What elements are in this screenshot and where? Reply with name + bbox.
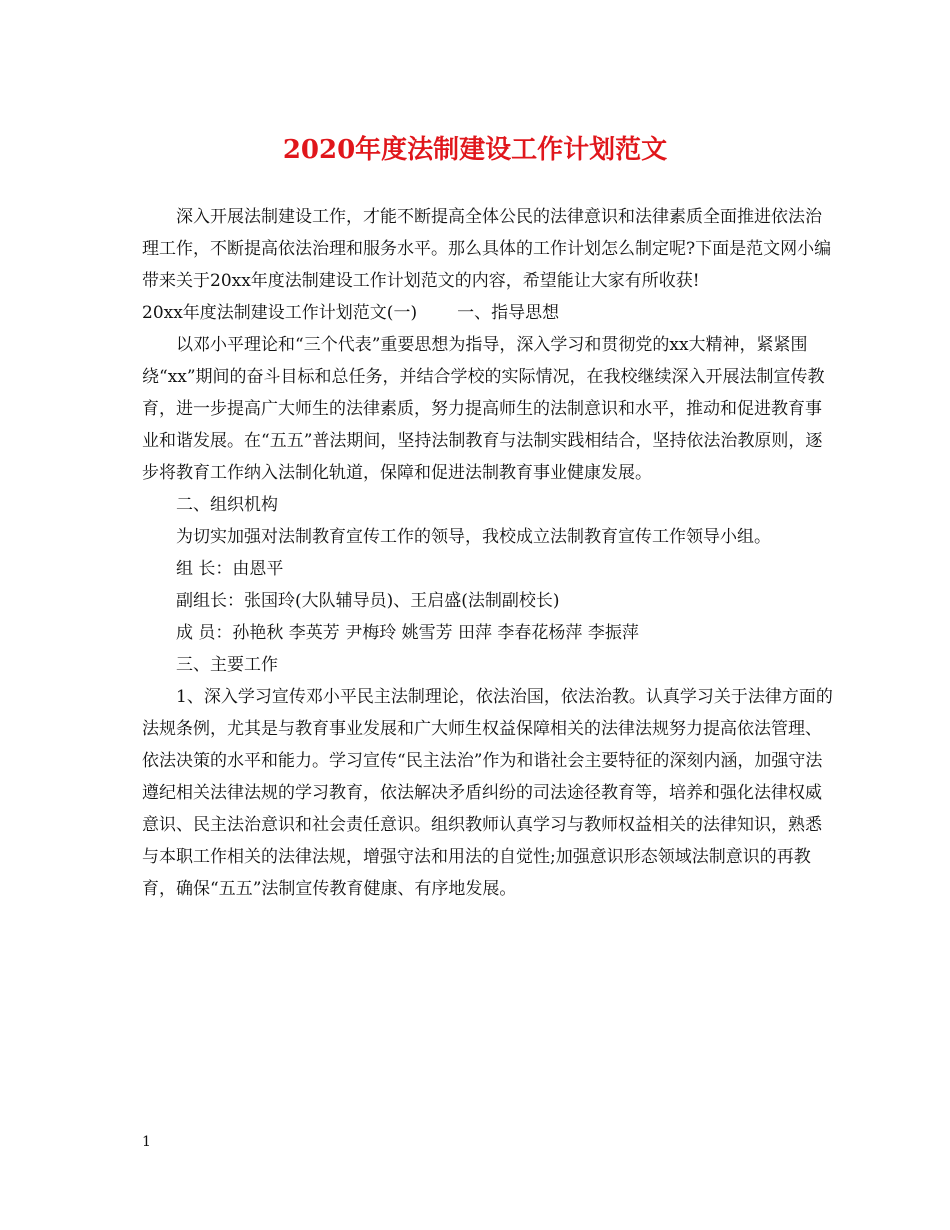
section-2-paragraph: 为切实加强对法制教育宣传工作的领导，我校成立法制教育宣传工作领导小组。 [176,527,771,547]
intro-paragraph: 深入开展法制建设工作，才能不断提高全体公民的法律意识和法律素质全面推进依法治理工作，不断提高依法治理和服务水平。那么具体的工作计划怎么制定呢?下面是范文网小编带来关于20xx年度法制建设工作计划范文的内容，希望能让大家有所收获! [142,207,832,291]
members-line: 成 员：孙艳秋 李英芳 尹梅玲 姚雪芳 田萍 李春花杨萍 李振萍 [176,623,639,643]
leader-line: 组 长：由恩平 [176,559,284,579]
section-1-heading: 一、指导思想 [457,303,560,323]
document-subtitle: 20xx年度法制建设工作计划范文(一) [142,303,418,323]
document-title: 2020年度法制建设工作计划范文 [282,135,668,165]
section-3-item-1: 1、深入学习宣传邓小平民主法制理论，依法治国，依法治教。认真学习关于法律方面的法规条例，尤其是与教育事业发展和广大师生权益保障相关的法律法规努力提高依法管理、依法决策的水平和能力。学习宣传“民主法治”作为和谐社会主要特征的深刻内涵，加强守法遵纪相关法律法规的学习教育，依法解决矛盾纠纷的司法途径教育等，培养和强化法律权威意识、民主法治意识和社会责任意识。组织教师认真学习与教师权益相关的法律知识，熟悉与本职工作相关的法律法规，增强守法和用法的自觉性;加强意识形态领域法制意识的再教育，确保“五五”法制宣传教育健康、有序地发展。 [142,687,833,899]
page-number: 1 [142,1134,151,1150]
section-2-heading: 二、组织机构 [176,495,278,515]
section-1-paragraph: 以邓小平理论和“三个代表”重要思想为指导，深入学习和贯彻党的xx大精神，紧紧围绕“xx”期间的奋斗目标和总任务，并结合学校的实际情况，在我校继续深入开展法制宣传教育，进一步提高广大师生的法律素质，努力提高师生的法制意识和水平，推动和促进教育事业和谐发展。在“五五”普法期间，坚持法制教育与法制实践相结合，坚持依法治教原则，逐步将教育工作纳入法制化轨道，保障和促进法制教育事业健康发展。 [142,335,825,483]
document-body [142,201,834,905]
subtitle-line [142,297,834,329]
section-3-heading: 三、主要工作 [176,655,278,675]
vice-leader-line: 副组长：张国玲(大队辅导员)、王启盛(法制副校长) [176,591,560,611]
